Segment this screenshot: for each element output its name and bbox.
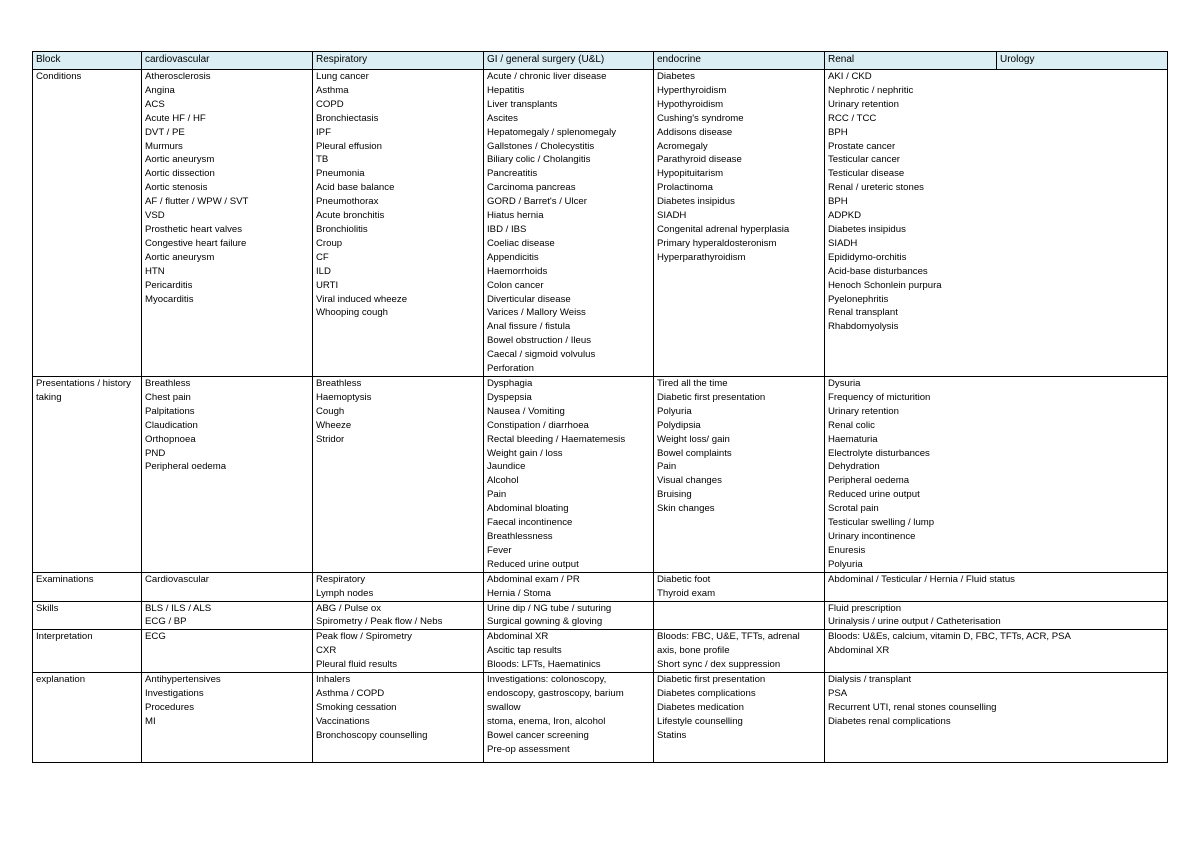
list-item: Urine dip / NG tube / suturing (487, 602, 612, 614)
list-item: Electrolyte disturbances (828, 447, 930, 459)
list-item: Cushing's syndrome (657, 112, 744, 124)
list-item: Congestive heart failure (145, 237, 247, 249)
list-item: Parathyroid disease (657, 154, 742, 166)
table-row (33, 70, 1168, 377)
cell-gi (484, 572, 654, 601)
list-item: Addisons disease (657, 126, 733, 138)
list-item: Antihypertensives (145, 674, 221, 686)
list-item: Hernia / Stoma (487, 587, 551, 599)
cell-renal-urology (825, 572, 1168, 601)
list-item: Acute / chronic liver disease (487, 71, 607, 82)
cell-endocrine (654, 673, 825, 763)
row-label: Conditions (33, 70, 142, 377)
cell-gi (484, 630, 654, 673)
list-item: Pneumothorax (316, 196, 379, 208)
list-item: Respiratory (316, 573, 366, 585)
list-item: Haemorrhoids (487, 265, 548, 277)
list-item: Weight loss/ gain (657, 433, 730, 445)
table-row (33, 673, 1168, 763)
cell-respiratory (313, 630, 484, 673)
list-item: CF (316, 251, 329, 263)
list-item: Abdominal exam / PR (487, 573, 580, 585)
list-item: Bronchoscopy counselling (316, 729, 428, 741)
list-item: Palpitations (145, 405, 195, 417)
list-item: COPD (316, 98, 344, 110)
list-item: Diabetes insipidus (657, 196, 735, 208)
cell-respiratory (313, 673, 484, 763)
cell-respiratory (313, 70, 484, 377)
list-item: ACS (145, 98, 165, 110)
list-item: Dehydration (828, 461, 880, 473)
list-item: Whooping cough (316, 307, 389, 319)
list-item: Visual changes (657, 475, 722, 487)
list-item: PSA (828, 687, 848, 699)
list-item: Aortic aneurysm (145, 154, 215, 166)
list-item: Hepatomegaly / splenomegaly (487, 126, 617, 138)
list-item: Procedures (145, 701, 195, 713)
list-item: Spirometry / Peak flow / Nebs (316, 616, 443, 628)
header-respiratory: Respiratory (313, 52, 484, 70)
list-item: Urinary retention (828, 98, 899, 110)
row-label: explanation (33, 673, 142, 763)
header-block: Block (33, 52, 142, 70)
list-item: Colon cancer (487, 279, 544, 291)
list-item: Cough (316, 405, 345, 417)
list-item: Testicular swelling / lump (828, 517, 935, 529)
list-item: stoma, enema, Iron, alcohol (487, 715, 606, 727)
list-item: Bowel complaints (657, 447, 732, 459)
list-item: Smoking cessation (316, 701, 397, 713)
list-item: Diabetes complications (657, 687, 756, 699)
cell-gi (484, 70, 654, 377)
list-item: BPH (828, 126, 848, 138)
row-label: Skills (33, 601, 142, 630)
list-item: Ascites (487, 112, 518, 124)
list-item: Caecal / sigmoid volvulus (487, 349, 596, 361)
list-item: Orthopnoea (145, 433, 196, 445)
list-item: Acute bronchitis (316, 210, 385, 222)
list-item: GORD / Barret's / Ulcer (487, 196, 587, 208)
cell-cardiovascular (142, 70, 313, 377)
list-item: Hepatitis (487, 84, 525, 96)
list-item: Bloods: U&Es, calcium, vitamin D, FBC, TFTs, ACR, PSA (828, 631, 1071, 643)
list-item: Peripheral oedema (145, 461, 227, 473)
list-item: Vaccinations (316, 715, 370, 727)
list-item: Enuresis (828, 544, 866, 556)
row-label: Examinations (33, 572, 142, 601)
cell-renal-urology (825, 630, 1168, 673)
list-item: Prostate cancer (828, 140, 896, 152)
header-gi: GI / general surgery (U&L) (484, 52, 654, 70)
list-item: Investigations (145, 687, 204, 699)
cell-endocrine (654, 572, 825, 601)
list-item: Bronchiolitis (316, 223, 368, 235)
header-row (33, 52, 1168, 70)
list-item: ECG (145, 631, 166, 643)
list-item: Pneumonia (316, 168, 365, 180)
list-item: Cardiovascular (145, 573, 209, 585)
list-item: Diabetic foot (657, 573, 711, 585)
list-item: SIADH (828, 237, 858, 249)
list-item: Croup (316, 237, 343, 249)
list-item: Asthma (316, 84, 349, 96)
list-item: CXR (316, 645, 337, 657)
list-item: Acromegaly (657, 140, 708, 152)
list-item: Lung cancer (316, 71, 369, 82)
list-item: Abdominal bloating (487, 503, 569, 515)
list-item: Biliary colic / Cholangitis (487, 154, 591, 166)
list-item: Abdominal / Testicular / Hernia / Fluid status (828, 573, 1015, 585)
list-item: Epididymo-orchitis (828, 251, 907, 263)
cell-cardiovascular (142, 377, 313, 573)
list-item: Peripheral oedema (828, 475, 910, 487)
list-item: SIADH (657, 210, 687, 222)
list-item: Breathless (145, 378, 191, 389)
cell-gi (484, 377, 654, 573)
list-item: Diabetes renal complications (828, 715, 951, 727)
header-urology: Urology (997, 52, 1168, 70)
list-item: Testicular disease (828, 168, 905, 180)
list-item: Diabetic first presentation (657, 674, 766, 686)
list-item: Haemoptysis (316, 391, 372, 403)
list-item: Scrotal pain (828, 503, 879, 515)
list-item: Pain (657, 461, 677, 473)
list-item: Dialysis / transplant (828, 674, 912, 686)
list-item: Aortic aneurysm (145, 251, 215, 263)
list-item: Viral induced wheeze (316, 293, 408, 305)
list-item: DVT / PE (145, 126, 185, 138)
list-item: Hyperparathyroidism (657, 251, 746, 263)
list-item: Reduced urine output (487, 558, 579, 570)
list-item: VSD (145, 210, 165, 222)
row-label: Interpretation (33, 630, 142, 673)
list-item: Aortic stenosis (145, 182, 208, 194)
list-item: PND (145, 447, 166, 459)
list-item: Urinary retention (828, 405, 899, 417)
list-item: Fluid prescription (828, 602, 902, 614)
list-item: Statins (657, 729, 687, 741)
cell-gi (484, 601, 654, 630)
list-item: ECG / BP (145, 616, 187, 628)
list-item: Congenital adrenal hyperplasia (657, 223, 790, 235)
list-item: Lifestyle counselling (657, 715, 743, 727)
list-item: Acid base balance (316, 182, 395, 194)
list-item: Dyspepsia (487, 391, 532, 403)
row-label: Presentations / history taking (33, 377, 142, 573)
list-item: Abdominal XR (828, 645, 890, 657)
list-item: Coeliac disease (487, 237, 555, 249)
cell-renal-urology (825, 601, 1168, 630)
cell-renal-urology (825, 377, 1168, 573)
list-item: Ascitic tap results (487, 645, 562, 657)
list-item: Polyuria (657, 405, 692, 417)
list-item: Faecal incontinence (487, 517, 573, 529)
list-item: Hypothyroidism (657, 98, 724, 110)
list-item: Diverticular disease (487, 293, 571, 305)
list-item: Diabetic first presentation (657, 391, 766, 403)
list-item: Weight gain / loss (487, 447, 563, 459)
cell-gi (484, 673, 654, 763)
list-item: HTN (145, 265, 165, 277)
list-item: Thyroid exam (657, 587, 716, 599)
cell-respiratory (313, 601, 484, 630)
list-item: URTI (316, 279, 339, 291)
list-item: Haematuria (828, 433, 878, 445)
list-item: Short sync / dex suppression (657, 659, 781, 671)
list-item: Gallstones / Cholecystitis (487, 140, 595, 152)
list-item: Acute HF / HF (145, 112, 206, 124)
table-row (33, 601, 1168, 630)
table-row (33, 377, 1168, 573)
list-item: ADPKD (828, 210, 862, 222)
list-item: AF / flutter / WPW / SVT (145, 196, 249, 208)
list-item: Appendicitis (487, 251, 539, 263)
list-item: Polydipsia (657, 419, 701, 431)
list-item: Jaundice (487, 461, 526, 473)
list-item: Chest pain (145, 391, 191, 403)
list-item: Pleural effusion (316, 140, 382, 152)
list-item: Acid-base disturbances (828, 265, 928, 277)
list-item: Nephrotic / nephritic (828, 84, 914, 96)
cell-endocrine (654, 70, 825, 377)
list-item: BLS / ILS / ALS (145, 602, 212, 614)
list-item: TB (316, 154, 329, 166)
list-item: Peak flow / Spirometry (316, 631, 412, 643)
list-item: Pyelonephritis (828, 293, 889, 305)
cell-endocrine (654, 630, 825, 673)
list-item: Reduced urine output (828, 489, 920, 501)
list-item: Abdominal XR (487, 631, 549, 643)
list-item: Atherosclerosis (145, 71, 211, 82)
list-item: Constipation / diarrhoea (487, 419, 589, 431)
list-item: Primary hyperaldosteronism (657, 237, 777, 249)
list-item: Diabetes (657, 71, 695, 82)
list-item: Carcinoma pancreas (487, 182, 576, 194)
cell-respiratory (313, 572, 484, 601)
list-item: Pancreatitis (487, 168, 538, 180)
list-item: Liver transplants (487, 98, 558, 110)
list-item: Myocarditis (145, 293, 194, 305)
list-item: Rhabdomyolysis (828, 321, 899, 333)
list-item: Pain (487, 489, 507, 501)
list-item: Urinalysis / urine output / Catheterisation (828, 616, 1001, 628)
list-item: Dysuria (828, 378, 861, 389)
list-item: Tired all the time (657, 378, 728, 389)
list-item: Diabetes medication (657, 701, 744, 713)
cell-cardiovascular (142, 572, 313, 601)
list-item: ABG / Pulse ox (316, 602, 382, 614)
list-item: Surgical gowning & gloving (487, 616, 603, 628)
list-item: Frequency of micturition (828, 391, 931, 403)
list-item: Recurrent UTI, renal stones counselling (828, 701, 997, 713)
list-item: Bronchiectasis (316, 112, 379, 124)
cell-cardiovascular (142, 630, 313, 673)
list-item: Pleural fluid results (316, 659, 398, 671)
list-item: Renal / ureteric stones (828, 182, 924, 194)
list-item: Breathless (316, 378, 362, 389)
cell-respiratory (313, 377, 484, 573)
list-item: BPH (828, 196, 848, 208)
list-item: Hypopituitarism (657, 168, 724, 180)
list-item: Bowel obstruction / Ileus (487, 335, 591, 347)
list-item: Prosthetic heart valves (145, 223, 243, 235)
list-item: Lymph nodes (316, 587, 374, 599)
list-item: Hiatus hernia (487, 210, 544, 222)
list-item: Henoch Schonlein purpura (828, 279, 942, 291)
list-item: Varices / Mallory Weiss (487, 307, 586, 319)
list-item: Dysphagia (487, 378, 533, 389)
list-item: Renal transplant (828, 307, 898, 319)
list-item: Skin changes (657, 503, 715, 515)
list-item: Bloods: LFTs, Haematinics (487, 659, 601, 671)
list-item: Pre-op assessment (487, 743, 570, 755)
cell-endocrine (654, 377, 825, 573)
list-item: Bowel cancer screening (487, 729, 589, 741)
list-item: Pericarditis (145, 279, 193, 291)
list-item: Urinary incontinence (828, 530, 916, 542)
list-item: Asthma / COPD (316, 687, 385, 699)
header-endocrine: endocrine (654, 52, 825, 70)
list-item: Polyuria (828, 558, 863, 570)
list-item: Testicular cancer (828, 154, 900, 166)
curriculum-table (32, 51, 1168, 763)
header-cardiovascular: cardiovascular (142, 52, 313, 70)
list-item: Anal fissure / fistula (487, 321, 571, 333)
list-item: MI (145, 715, 156, 727)
table-row (33, 572, 1168, 601)
header-renal: Renal (825, 52, 997, 70)
cell-cardiovascular (142, 601, 313, 630)
list-item: Inhalers (316, 674, 351, 686)
list-item: Wheeze (316, 419, 352, 431)
list-item: ILD (316, 265, 331, 277)
list-item: Breathlessness (487, 530, 553, 542)
cell-renal-urology (825, 70, 1168, 377)
list-item: RCC / TCC (828, 112, 877, 124)
list-item: Aortic dissection (145, 168, 215, 180)
list-item: Alcohol (487, 475, 519, 487)
list-item: Angina (145, 84, 175, 96)
list-item: Hyperthyroidism (657, 84, 727, 96)
list-item: Nausea / Vomiting (487, 405, 565, 417)
list-item: AKI / CKD (828, 71, 872, 82)
table-row (33, 630, 1168, 673)
list-item: Stridor (316, 433, 345, 445)
list-item: Fever (487, 544, 512, 556)
list-item: Murmurs (145, 140, 183, 152)
list-item: Bloods: FBC, U&E, TFTs, adrenal axis, bone profile (657, 631, 800, 657)
list-item: Rectal bleeding / Haematemesis (487, 433, 626, 445)
list-item: Perforation (487, 363, 534, 375)
list-item: IBD / IBS (487, 223, 527, 235)
cell-renal-urology (825, 673, 1168, 763)
list-item: Claudication (145, 419, 198, 431)
list-item: Investigations: colonoscopy, endoscopy, gastroscopy, barium swallow (487, 674, 624, 713)
cell-cardiovascular (142, 673, 313, 763)
list-item: Renal colic (828, 419, 875, 431)
cell-endocrine (654, 601, 825, 630)
list-item: Bruising (657, 489, 692, 501)
list-item: IPF (316, 126, 331, 138)
list-item: Prolactinoma (657, 182, 713, 194)
list-item: Diabetes insipidus (828, 223, 906, 235)
